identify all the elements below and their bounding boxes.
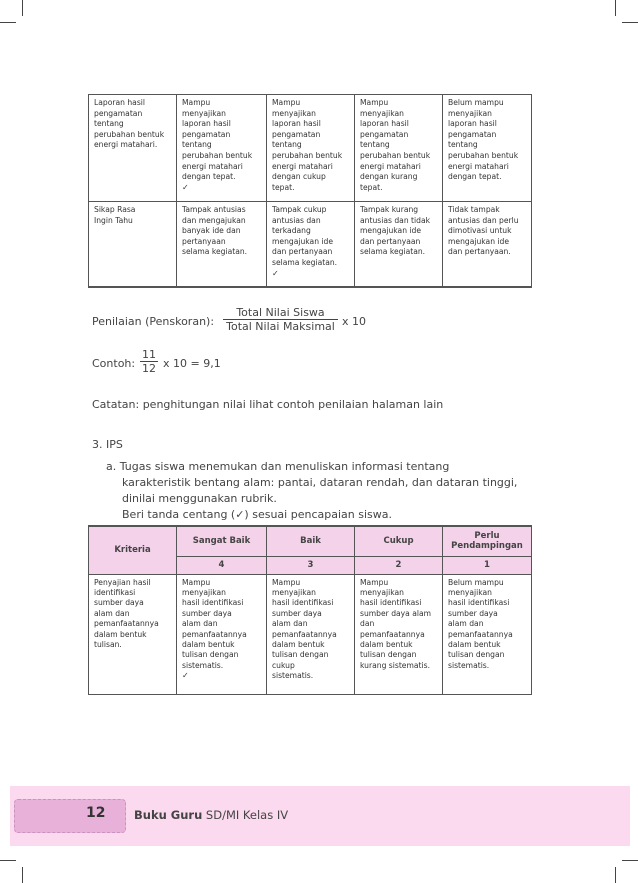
header-perlu-pendampingan: Perlu Pendampingan: [443, 526, 532, 556]
cell-line: Mampu: [272, 577, 301, 587]
cell-line: menyajikan: [182, 108, 226, 118]
cell-line: selama kegiatan.: [272, 257, 338, 267]
cell-line: Tampak cukup: [272, 205, 327, 214]
cell-line: pengamatan: [182, 129, 231, 139]
score-4-cell: [177, 202, 267, 287]
header-sangat-baik: Sangat Baik: [177, 526, 267, 556]
cell-line: sumber daya alam: [360, 608, 432, 618]
crop-mark: [615, 0, 616, 16]
cell-line: pemanfaatannya: [94, 619, 159, 629]
cell-line: kurang sistematis.: [360, 660, 430, 670]
crop-mark: [622, 860, 638, 861]
cell-line: Laporan hasil: [94, 98, 145, 107]
cell-line: pengamatan: [94, 108, 143, 118]
crop-mark: [22, 0, 23, 16]
cell-line: laporan hasil: [448, 119, 497, 129]
formula-fraction: [223, 306, 338, 333]
score-3-cell: [267, 202, 355, 287]
note-text: Catatan: penghitungan nilai lihat contoh penilaian halaman lain: [92, 398, 444, 411]
formula-numerator: Total Nilai Siswa: [223, 306, 338, 320]
cell-line: sumber daya: [272, 608, 322, 618]
formula-multiplier: x 10: [342, 315, 367, 328]
cell-line: Tampak kurang: [360, 205, 419, 214]
cell-line: Tidak tampak: [448, 205, 500, 214]
item-a-line-3: dinilai menggunakan rubrik.: [122, 492, 277, 505]
cell-line: tulisan.: [94, 639, 122, 649]
instruction-text: Beri tanda centang (✓) sesuai pencapaian siswa.: [122, 508, 392, 521]
cell-line: tepat.: [360, 182, 383, 192]
cell-line: sumber daya: [182, 608, 232, 618]
cell-line: terkadang: [272, 226, 311, 236]
cell-line: pengamatan: [272, 129, 321, 139]
cell-line: menyajikan: [182, 587, 226, 597]
cell-line: energi matahari: [272, 161, 333, 171]
cell-line: energi matahari: [182, 161, 243, 171]
cell-line: alam dan: [182, 619, 218, 629]
cell-line: mengajukan ide: [360, 226, 422, 236]
cell-line: sistematis.: [182, 660, 224, 670]
score-3-header: 3: [267, 556, 355, 574]
criteria-cell: [89, 202, 177, 287]
cell-line: Mampu: [360, 98, 389, 107]
cell-line: dengan tepat.: [182, 172, 236, 182]
checkmark-icon: ✓: [182, 182, 189, 192]
cell-line: menyajikan: [360, 108, 404, 118]
header-cukup: Cukup: [355, 526, 443, 556]
score-4-cell: [177, 574, 267, 694]
section-heading: 3. IPS: [92, 438, 123, 451]
cell-line: antusias dan tidak: [360, 215, 431, 225]
table-row: [89, 574, 532, 694]
item-a-line-2: karakteristik bentang alam: pantai, dataran rendah, dan dataran tinggi,: [122, 476, 518, 489]
cell-line: pemanfaatannya: [448, 629, 513, 639]
cell-line: sumber daya: [448, 608, 498, 618]
formula-denominator: Total Nilai Maksimal: [226, 320, 335, 333]
cell-line: Mampu: [360, 577, 389, 587]
cell-line: energi matahari: [448, 161, 509, 171]
cell-line: banyak ide dan: [182, 226, 241, 236]
crop-mark: [622, 22, 638, 23]
table-row: [89, 95, 532, 202]
crop-mark: [22, 867, 23, 883]
cell-line: perubahan bentuk: [94, 129, 165, 139]
page-number: 12: [86, 805, 106, 821]
cell-line: alam dan: [272, 619, 308, 629]
cell-line: laporan hasil: [182, 119, 231, 129]
cell-line: hasil identifikasi: [272, 598, 334, 608]
table-header-row: [89, 526, 532, 556]
checkmark-icon: ✓: [182, 671, 189, 681]
example-label: Contoh:: [92, 357, 136, 370]
score-2-cell: [355, 202, 443, 287]
cell-line: antusias dan: [272, 215, 321, 225]
cell-line: Belum mampu: [448, 577, 504, 587]
score-3-cell: [267, 95, 355, 202]
cell-line: perubahan bentuk: [272, 150, 343, 160]
cell-line: selama kegiatan.: [182, 247, 248, 257]
cell-line: menyajikan: [272, 587, 316, 597]
checkmark-icon: ✓: [272, 268, 279, 278]
item-a-line-1: a. Tugas siswa menemukan dan menuliskan informasi tentang: [106, 460, 450, 473]
score-2-cell: [355, 95, 443, 202]
cell-line: mengajukan ide: [448, 236, 510, 246]
rubric-table-ips: [88, 525, 532, 695]
cell-line: perubahan bentuk: [448, 150, 519, 160]
example-denominator: 12: [142, 362, 156, 375]
cell-line: menyajikan: [272, 108, 316, 118]
cell-line: tulisan dengan: [448, 650, 505, 660]
cell-line: laporan hasil: [272, 119, 321, 129]
cell-line: dengan cukup: [272, 172, 326, 182]
book-title-bold: Buku Guru: [134, 808, 203, 822]
cell-line: sumber daya: [94, 598, 144, 608]
header-criteria: Kriteria: [89, 526, 177, 574]
cell-line: dalam bentuk: [94, 629, 147, 639]
cell-line: pengamatan: [360, 129, 409, 139]
cell-line: dalam bentuk: [448, 639, 501, 649]
cell-line: alam dan: [448, 619, 484, 629]
cell-line: Ingin Tahu: [94, 215, 133, 225]
cell-line: pemanfaatannya: [182, 629, 247, 639]
crop-mark: [0, 860, 16, 861]
cell-line: identifikasi: [94, 587, 136, 597]
rubric-table-continued: [88, 94, 532, 288]
score-1-cell: [443, 95, 532, 202]
crop-mark: [0, 22, 16, 23]
cell-line: laporan hasil: [360, 119, 409, 129]
score-1-cell: [443, 202, 532, 287]
cell-line: Penyajian hasil: [94, 577, 151, 587]
cell-line: antusias dan perlu: [448, 215, 519, 225]
cell-line: energi matahari: [360, 161, 421, 171]
score-1-cell: [443, 574, 532, 694]
cell-line: energi matahari.: [94, 140, 158, 150]
example-rest: x 10 = 9,1: [163, 357, 221, 370]
score-1-header: 1: [443, 556, 532, 574]
header-baik: Baik: [267, 526, 355, 556]
cell-line: dan pertanyaan: [360, 236, 421, 246]
cell-line: dalam bentuk: [360, 639, 413, 649]
score-4-header: 4: [177, 556, 267, 574]
cell-line: menyajikan: [448, 108, 492, 118]
criteria-cell: [89, 95, 177, 202]
cell-line: tentang: [448, 140, 478, 150]
score-4-cell: [177, 95, 267, 202]
cell-line: cukup: [272, 660, 295, 670]
cell-line: dan pertanyaan.: [448, 247, 511, 257]
cell-line: tentang: [360, 140, 390, 150]
book-title-rest: SD/MI Kelas IV: [202, 808, 289, 822]
cell-line: Mampu: [182, 98, 211, 107]
score-2-cell: [355, 574, 443, 694]
cell-line: menyajikan: [360, 587, 404, 597]
score-2-header: 2: [355, 556, 443, 574]
cell-line: Mampu: [272, 98, 301, 107]
cell-line: tulisan dengan: [272, 650, 329, 660]
cell-line: pertanyaan: [182, 236, 226, 246]
criteria-cell: [89, 574, 177, 694]
cell-line: Mampu: [182, 577, 211, 587]
cell-line: sistematis.: [272, 671, 314, 681]
example-fraction: [140, 348, 158, 375]
cell-line: tentang: [94, 119, 124, 129]
cell-line: menyajikan: [448, 587, 492, 597]
cell-line: dan mengajukan: [182, 215, 246, 225]
cell-line: dimotivasi untuk: [448, 226, 512, 236]
cell-line: tulisan dengan: [182, 650, 239, 660]
book-title: [134, 808, 288, 822]
score-3-cell: [267, 574, 355, 694]
cell-line: pemanfaatannya: [360, 629, 425, 639]
cell-line: Tampak antusias: [182, 205, 246, 214]
cell-line: hasil identifikasi: [182, 598, 244, 608]
cell-line: tulisan dengan: [360, 650, 417, 660]
cell-line: hasil identifikasi: [448, 598, 510, 608]
cell-line: dalam bentuk: [182, 639, 235, 649]
cell-line: pengamatan: [448, 129, 497, 139]
cell-line: alam dan: [94, 608, 130, 618]
cell-line: mengajukan ide: [272, 236, 334, 246]
cell-line: dan pertanyaan: [272, 247, 333, 257]
formula-label: Penilaian (Penskoran):: [92, 315, 215, 328]
cell-line: perubahan bentuk: [182, 150, 253, 160]
cell-line: selama kegiatan.: [360, 247, 426, 257]
cell-line: tentang: [182, 140, 212, 150]
example-numerator: 11: [142, 348, 156, 361]
cell-line: tentang: [272, 140, 302, 150]
cell-line: tepat.: [272, 182, 295, 192]
cell-line: sistematis.: [448, 660, 490, 670]
cell-line: dalam bentuk: [272, 639, 325, 649]
cell-line: dengan tepat.: [448, 172, 502, 182]
cell-line: perubahan bentuk: [360, 150, 431, 160]
cell-line: Belum mampu: [448, 98, 504, 107]
cell-line: pemanfaatannya: [272, 629, 337, 639]
page-number-box: [14, 799, 126, 833]
crop-mark: [615, 867, 616, 883]
cell-line: dengan kurang: [360, 172, 418, 182]
cell-line: Sikap Rasa: [94, 205, 136, 214]
table-row: [89, 202, 532, 287]
cell-line: hasil identifikasi: [360, 598, 422, 608]
cell-line: dan: [360, 619, 375, 629]
